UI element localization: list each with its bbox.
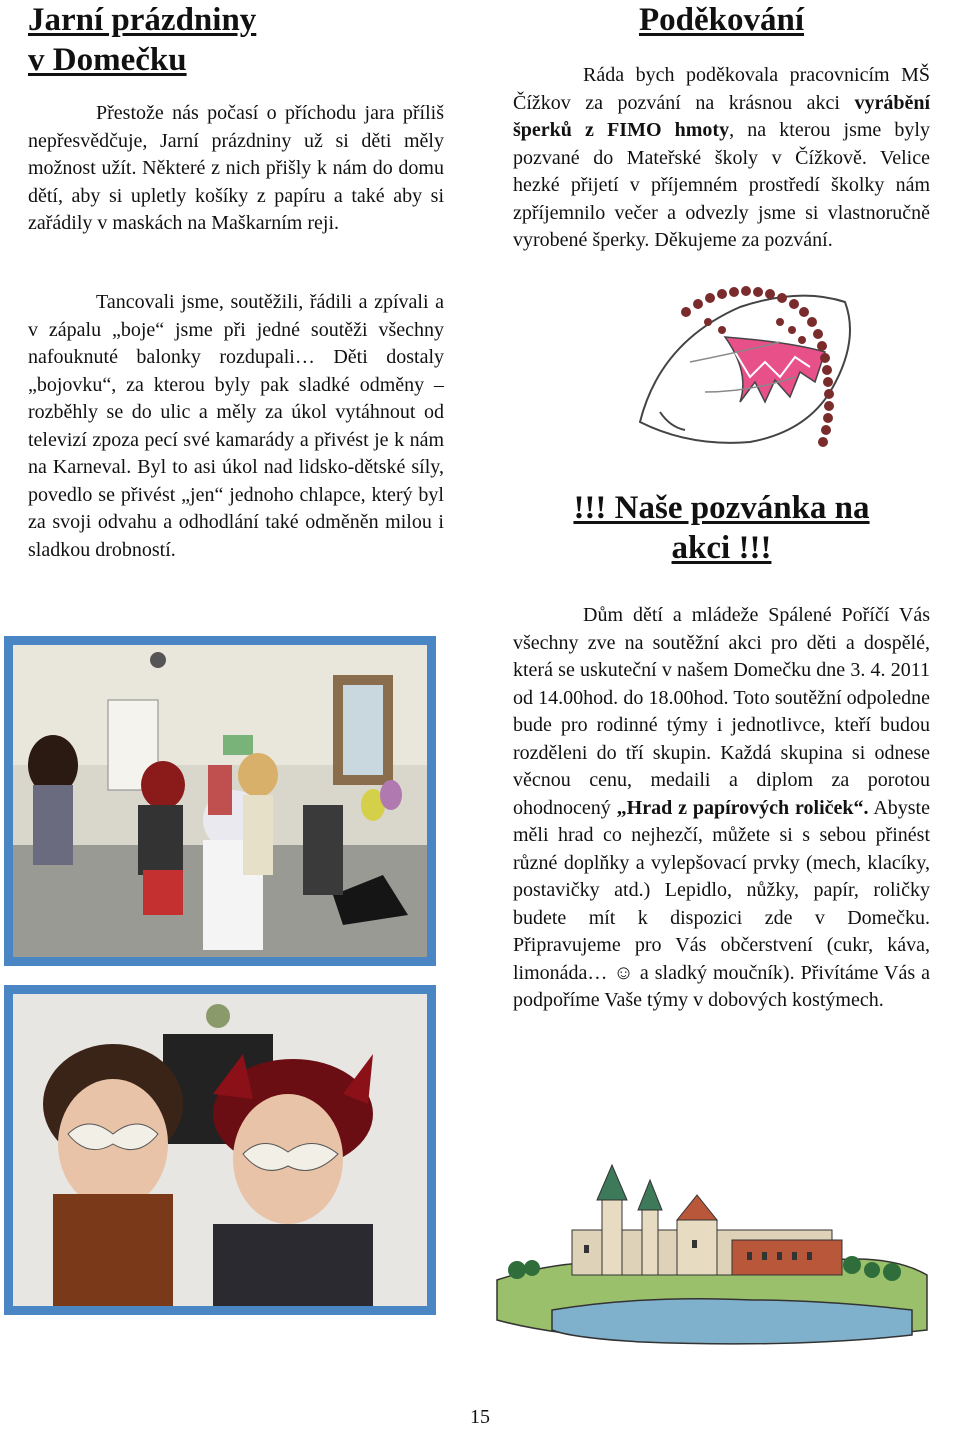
invite-bold-phrase: „Hrad z papírových roliček“. — [616, 796, 869, 819]
invite-text-start: Dům dětí a mládeže Spálené Poříčí Vás všechny zve na soutěžní akci pro děti a dospělé, která se uskuteční v našem Domečku dne 3. 4. 2011 od 14.00hod. do 18.00hod. Toto soutěžní odpoledne bude pro rodinné týmy i jednotlivce, kteří budou rozděleni do tří skupin. Každá skupina si odnese věcnou cenu, medaili a diplom za porotou ohodnocený — [513, 604, 930, 819]
shell-necklace-illustration — [630, 282, 870, 462]
thanks-bold-phrase: vyrábění šperků z FIMO hmoty — [513, 91, 930, 141]
kids-with-masks-photo — [4, 985, 436, 1315]
article-paragraph-1: Přestože nás počasí o příchodu jara příliš nepřesvědčuje, Jarní prázdniny už si děti měly možnost užít. Některé z nich přišly k nám do domu dětí, aby si upletly košíky z papíru a také aby si zařádily v maskách na Maškarním reji. — [28, 102, 444, 234]
title-line-2: v Domečku — [28, 42, 187, 78]
article-paragraph-2: Tancovali jsme, soutěžili, řádili a zpívali a v zápalu „boje“ jsme při jedné soutěži všechny nafouknuté balonky rozdupali… Děti dostaly „bojovku“, za kterou byly pak sladké odměny – rozběhly se do ulic a měly za úkol vytáhnout od televizí zpoza pecí své kamarády a přivést je k nám na Karneval. Byl to asi úkol nad lidsko-dětské síly, povedlo se přivést „jen“ jednoho chlapce, který byl za svoji odvahu a odhodlání také odměněn milou i sladkou drobností. — [28, 291, 444, 561]
thanks-title: Poděkování — [638, 2, 805, 38]
thanks-paragraph — [513, 62, 930, 255]
thanks-text-start: Ráda bych poděkovala pracovnicím MŠ Čížkov za pozvání na krásnou akci — [513, 64, 930, 114]
invite-title-line-1: !!! Naše pozvánka na — [573, 490, 870, 526]
title-line-1: Jarní prázdniny — [28, 2, 257, 38]
invite-title — [513, 488, 930, 568]
thanks-text-end: , na kterou jsme byly pozvané do Mateřské školy v Čížkově. Velice hezké přijetí v příjemném prostředí školky nám zpříjemnilo večer a odvezly jsme si vlastnoručně vyrobené šperky. Děkujeme za pozvání. — [513, 119, 930, 251]
article-title-spring-holidays — [28, 0, 256, 80]
invite-text-end: Abyste měli hrad co nejhezčí, můžete si s sebou přinést různé doplňky a vylepšovací prvky (mech, klacíky, postavičky atd.) Lepidlo, nůžky, papír, roličky budete mít k dispozici zde v Domečku. Připravujeme pro Vás občerstvení (cukr, káva, limonáda… ☺ a sladký moučník). Přivítáme Vás a podpoříme Vaše týmy v dobových kostýmech. — [513, 796, 930, 1011]
invite-title-line-2: akci !!! — [671, 530, 772, 566]
page-number: 15 — [470, 1406, 490, 1428]
castle-illustration — [492, 1160, 932, 1348]
invite-paragraph — [513, 602, 930, 1015]
carnival-dancing-photo — [4, 636, 436, 966]
